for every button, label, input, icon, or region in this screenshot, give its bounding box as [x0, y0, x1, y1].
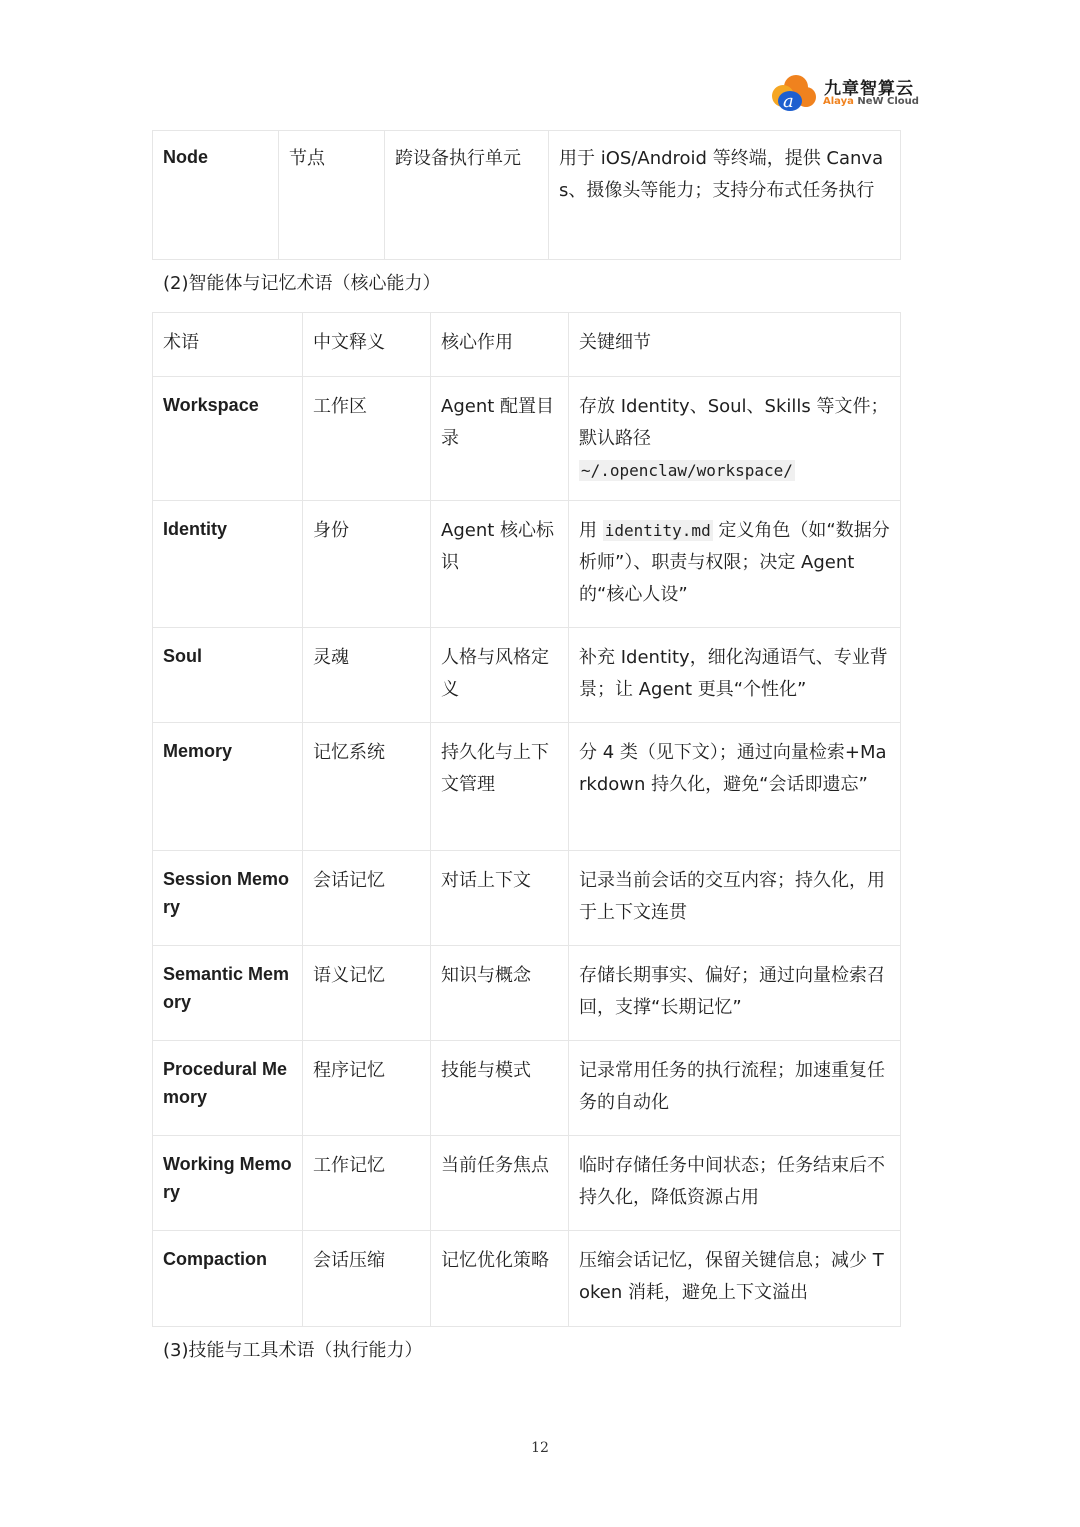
chinese-meaning-cell: 程序记忆 — [303, 1041, 431, 1136]
table-row — [153, 377, 901, 501]
table-row — [153, 628, 901, 723]
table-row — [153, 1136, 901, 1231]
chinese-meaning-cell: 身份 — [303, 501, 431, 628]
key-detail-cell: 存放 Identity、Soul、Skills 等文件；默认路径 ~/.openclaw/workspace/ — [569, 377, 901, 501]
table-row — [153, 723, 901, 851]
chinese-meaning-cell: 灵魂 — [303, 628, 431, 723]
path-code: ~/.openclaw/workspace/ — [581, 461, 793, 480]
core-role-cell: 技能与模式 — [431, 1041, 569, 1136]
chinese-meaning-cell: 工作区 — [303, 377, 431, 501]
term-cell: Session Memory — [153, 851, 303, 946]
core-role-cell: 当前任务焦点 — [431, 1136, 569, 1231]
header-term: 术语 — [153, 313, 303, 377]
term-cell: Identity — [153, 501, 303, 628]
term-cell: Memory — [153, 723, 303, 851]
term-cell: Procedural Memory — [153, 1041, 303, 1136]
core-role-cell: 持久化与上下文管理 — [431, 723, 569, 851]
core-role-cell: 记忆优化策略 — [431, 1231, 569, 1327]
svg-text:a: a — [783, 91, 794, 112]
table-header-row — [153, 313, 901, 377]
table-row — [153, 946, 901, 1041]
section-caption-2: (2)智能体与记忆术语（核心能力） — [163, 273, 441, 294]
table-row — [153, 851, 901, 946]
header-chinese-meaning: 中文释义 — [303, 313, 431, 377]
key-detail-cell: 分 4 类（见下文）；通过向量检索+Markdown 持久化，避免“会话即遗忘” — [569, 723, 901, 851]
term-cell: Node — [153, 131, 279, 260]
chinese-meaning-cell: 语义记忆 — [303, 946, 431, 1041]
page-number: 12 — [531, 1440, 549, 1456]
key-detail-cell: 压缩会话记忆，保留关键信息；减少 Token 消耗，避免上下文溢出 — [569, 1231, 901, 1327]
chinese-meaning-cell: 工作记忆 — [303, 1136, 431, 1231]
chinese-meaning-cell: 会话压缩 — [303, 1231, 431, 1327]
core-role-cell: Agent 配置目录 — [431, 377, 569, 501]
filename-code: identity.md — [604, 521, 711, 540]
term-cell: Compaction — [153, 1231, 303, 1327]
core-role-cell: 对话上下文 — [431, 851, 569, 946]
key-detail-cell: 存储长期事实、偏好；通过向量检索召回，支撑“长期记忆” — [569, 946, 901, 1041]
core-role-cell: Agent 核心标识 — [431, 501, 569, 628]
term-cell: Semantic Memory — [153, 946, 303, 1041]
logo-english-name: Alaya NeW Cloud — [823, 96, 919, 107]
key-detail-cell: 记录当前会话的交互内容；持久化，用于上下文连贯 — [569, 851, 901, 946]
chinese-meaning-cell: 会话记忆 — [303, 851, 431, 946]
key-detail-cell: 补充 Identity，细化沟通语气、专业背景；让 Agent 更具“个性化” — [569, 628, 901, 723]
term-cell: Soul — [153, 628, 303, 723]
table-row — [153, 131, 901, 260]
core-role-cell: 知识与概念 — [431, 946, 569, 1041]
terms-table-continued — [152, 130, 901, 260]
table-row — [153, 1231, 901, 1327]
core-role-cell: 人格与风格定义 — [431, 628, 569, 723]
table-row — [153, 501, 901, 628]
agent-memory-terms-table — [152, 312, 901, 1327]
key-detail-cell: 用 identity.md 定义角色（如“数据分析师”）、职责与权限；决定 Agent 的“核心人设” — [569, 501, 901, 628]
header-key-detail: 关键细节 — [569, 313, 901, 377]
logo-chinese-name: 九章智算云 — [824, 79, 914, 99]
term-cell: Workspace — [153, 377, 303, 501]
chinese-meaning-cell: 记忆系统 — [303, 723, 431, 851]
core-role-cell: 跨设备执行单元 — [385, 131, 549, 260]
section-caption-3: (3)技能与工具术语（执行能力） — [163, 1340, 423, 1361]
key-detail-cell: 临时存储任务中间状态；任务结束后不持久化，降低资源占用 — [569, 1136, 901, 1231]
brand-logo — [768, 72, 918, 112]
cloud-logo-icon — [768, 72, 820, 112]
table-row — [153, 1041, 901, 1136]
key-detail-cell: 用于 iOS/Android 等终端，提供 Canvas、摄像头等能力；支持分布式任务执行 — [549, 131, 901, 260]
header-core-role: 核心作用 — [431, 313, 569, 377]
term-cell: Working Memory — [153, 1136, 303, 1231]
chinese-meaning-cell: 节点 — [279, 131, 385, 260]
key-detail-cell: 记录常用任务的执行流程；加速重复任务的自动化 — [569, 1041, 901, 1136]
